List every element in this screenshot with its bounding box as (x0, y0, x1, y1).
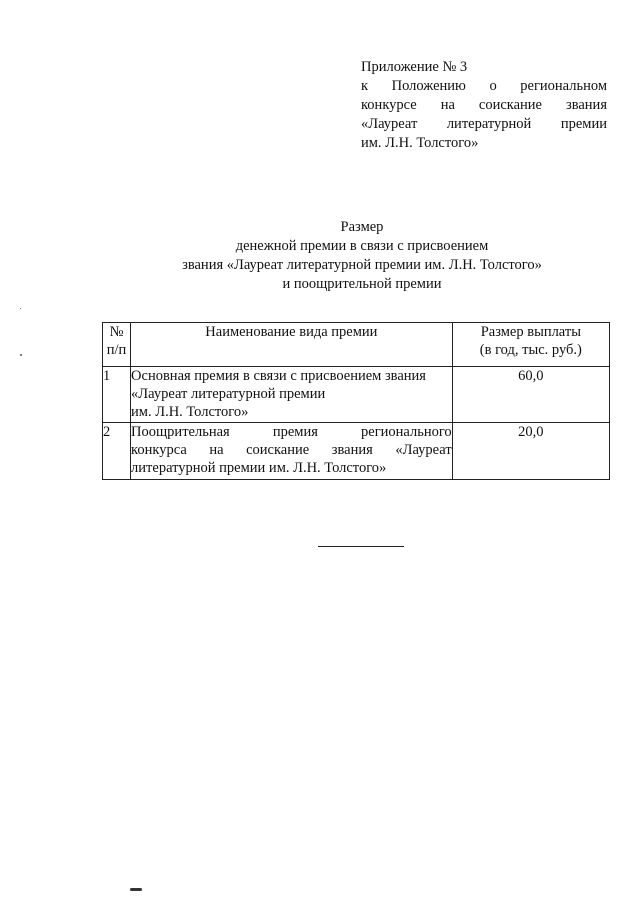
appendix-line: «Лауреат литературной премии (361, 116, 607, 132)
prize-name-line: Поощрительная премия регионального (131, 424, 452, 440)
appendix-line: к Положению о региональном (361, 78, 607, 94)
header-number-line: п/п (106, 342, 127, 358)
prize-name-line: «Лауреат литературной премии (131, 386, 326, 402)
header-amount-line: (в год, тыс. руб.) (479, 342, 582, 358)
header-amount (452, 323, 609, 367)
table-row (103, 367, 610, 423)
header-name: Наименование вида премии (131, 323, 453, 367)
row-prize-name (131, 367, 453, 423)
scan-speck (20, 354, 22, 356)
row-amount: 20,0 (452, 423, 609, 480)
appendix-line: Приложение № 3 (361, 59, 468, 75)
prize-name-line: конкурса на соискание звания «Лауреат (131, 442, 452, 458)
prize-table (102, 322, 610, 480)
row-amount: 60,0 (452, 367, 609, 423)
end-divider-line (318, 546, 404, 547)
row-number: 2 (103, 423, 131, 480)
scan-mark (130, 888, 142, 891)
header-number-line: № (109, 324, 124, 340)
prize-name-line: им. Л.Н. Толстого» (131, 404, 249, 420)
table-row (103, 423, 610, 480)
table-header-row (103, 323, 610, 367)
prize-name-line: литературной премии им. Л.Н. Толстого» (131, 460, 387, 476)
document-title (100, 218, 624, 294)
row-number: 1 (103, 367, 131, 423)
title-line: Размер (340, 219, 384, 235)
appendix-line: им. Л.Н. Толстого» (361, 135, 479, 151)
title-line: звания «Лауреат литературной премии им. Л.Н. Толстого» (182, 257, 542, 273)
appendix-line: конкурсе на соискание звания (361, 97, 607, 113)
title-line: денежной премии в связи с присвоением (235, 238, 489, 254)
title-line: и поощрительной премии (282, 276, 442, 292)
scan-speck (20, 308, 21, 309)
row-prize-name (131, 423, 453, 480)
header-amount-line: Размер выплаты (480, 324, 581, 340)
prize-name-line: Основная премия в связи с присвоением звания (131, 368, 426, 384)
header-number (103, 323, 131, 367)
appendix-reference (361, 58, 607, 153)
